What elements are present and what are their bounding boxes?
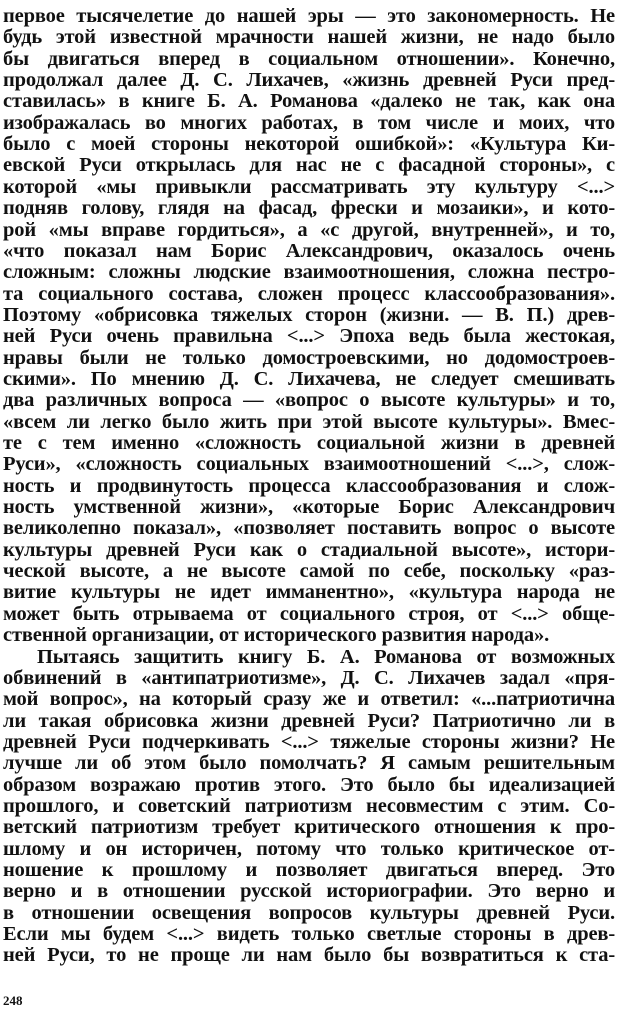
text-line: рой «мы вправе гордиться», а «с другой, внутренней», и то,: [3, 218, 615, 241]
text-line: которой «мы привыкли рассматривать эту культуру <...>: [3, 175, 615, 198]
text-line: Пытаясь защитить книгу Б. А. Романова от возможных: [37, 645, 615, 668]
text-line: Поэтому «обрисовка тяжелых сторон (жизни. — В. П.) древ-: [3, 303, 615, 326]
text-line: «что показал нам Борис Александрович, оказалось очень: [3, 239, 615, 262]
text-line: может быть отрываема от социального строя, от <...> обще-: [3, 602, 615, 625]
text-line: два различных вопроса — «вопрос о высоте культуры» и то,: [3, 389, 615, 412]
text-line: продолжал далее Д. С. Лихачев, «жизнь древней Руси пред-: [3, 69, 615, 92]
text-line: шлому и он историчен, потому что только критическое от-: [3, 837, 615, 860]
text-line: ставилась» в книге Б. А. Романова «далеко не так, как она: [3, 90, 615, 113]
text-line: лучше ли об этом было помолчать? Я самым решительным: [3, 752, 615, 775]
text-line: великолепно показал», «позволяет поставить вопрос о высоте: [3, 517, 615, 540]
text-line: изображалась во многих работах, в том числе и моих, что: [3, 111, 615, 134]
text-line: подняв голову, глядя на фасад, фрески и мозаики», и кото-: [3, 197, 615, 220]
text-line: скими». По мнению Д. С. Лихачева, не следует смешивать: [3, 367, 615, 390]
text-line: ность и продвинутость процесса классообразования и слож-: [3, 474, 615, 497]
text-line: в отношении освещения вопросов культуры древней Руси.: [3, 901, 615, 924]
text-line: культуры древней Руси как о стадиальной высоте», истори-: [3, 538, 615, 561]
text-line: Если мы будем <...> видеть только светлые стороны в древ-: [3, 923, 615, 946]
text-line: та социального состава, сложен процесс классообразования».: [3, 282, 615, 305]
page-number: 248: [3, 993, 23, 1008]
text-line: сложным: сложны людские взаимоотношения, сложна пестро-: [3, 261, 615, 284]
text-line: прошлого, и советский патриотизм несовместим с этим. Со-: [3, 794, 615, 817]
text-line: ность умственной жизни», «которые Борис Александрович: [3, 496, 615, 519]
text-line: ношение к прошлому и позволяет двигаться вперед. Это: [3, 859, 615, 881]
text-line: первое тысячелетие до нашей эры — это закономерность. Не: [3, 5, 615, 27]
text-line: ли такая обрисовка жизни древней Руси? Патриотично ли в: [3, 709, 615, 732]
text-line: бы двигаться вперед в социальном отношении». Конечно,: [3, 47, 615, 70]
text-line: евской Руси открылась для нас не с фасадной стороны», с: [3, 154, 615, 177]
text-line: «всем ли легко было жить при этой высоте культуры». Вмес-: [3, 410, 615, 433]
text-line: Руси», «сложность социальных взаимоотношений <...>, слож-: [3, 453, 615, 476]
text-line: нравы были не только домостроевскими, но додомостроев-: [3, 346, 615, 369]
text-line: ветский патриотизм требует критического отношения к про-: [3, 816, 615, 839]
text-line: витие культуры не идет имманентно», «культура народа не: [3, 581, 615, 604]
text-line: мой вопрос», на который сразу же и ответил: «...патриотична: [3, 688, 615, 711]
text-line: образом возражаю против этого. Это было бы идеализацией: [3, 773, 615, 796]
text-line: ней Руси очень правильна <...> Эпоха ведь была жестокая,: [3, 325, 615, 348]
text-line: ней Руси, то не проще ли нам было бы возвратиться к ста-: [3, 944, 615, 967]
text-line: древней Руси подчеркивать <...> тяжелые стороны жизни? Не: [3, 730, 615, 753]
text-line: верно и в отношении русской историографии. Это верно и: [3, 880, 615, 903]
text-line: будь этой известной мрачности нашей жизни, не надо было: [3, 26, 615, 49]
text-line: было с моей стороны некоторой ошибкой»: «Культура Ки-: [3, 133, 615, 156]
text-line: ственной организации, от исторического развития народа».: [3, 624, 550, 647]
text-line: те с тем именно «сложность социальной жизни в древней: [3, 432, 615, 454]
text-line: обвинений в «антипатриотизме», Д. С. Лихачев задал «пря-: [3, 666, 615, 689]
text-line: ческой высоте, а не высоте самой по себе, поскольку «раз-: [3, 560, 615, 583]
